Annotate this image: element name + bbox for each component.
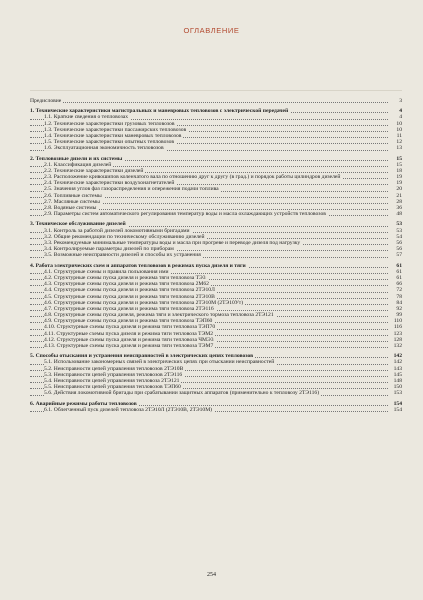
toc-page-number: 48 bbox=[396, 211, 402, 218]
toc-page-number: 66 bbox=[396, 281, 402, 288]
toc-item bbox=[30, 252, 402, 258]
toc-entry-title: 3.5. Возможные неисправности дизелей и способы их устранения bbox=[44, 252, 201, 259]
toc-page-number: 142 bbox=[393, 359, 402, 366]
toc-entry-title: 5. Способы отыскания и устранения неисправностей в электрических цепях тепловозов bbox=[30, 353, 254, 360]
toc-page-number: 21 bbox=[396, 192, 402, 199]
divider bbox=[30, 90, 402, 91]
toc-page-number: 15 bbox=[396, 155, 402, 162]
toc-entry-title: 3.1. Контроль за работой дизелей локомотивными бригадами bbox=[44, 227, 190, 234]
leader-dots bbox=[30, 102, 388, 103]
toc-page-number: 61 bbox=[396, 274, 402, 281]
toc-entry-title: 5.4. Неисправности цепей управления тепловоза 2ТЭ121 bbox=[44, 378, 180, 384]
toc-page-number: 128 bbox=[393, 336, 402, 343]
toc-entry-title: 6. Аварийные режимы работы тепловозов bbox=[30, 400, 137, 407]
toc-page-number: 56 bbox=[396, 246, 402, 253]
toc-entry-title: 2.1. Классификация дизелей bbox=[44, 161, 112, 168]
toc-entry-title: 5.1. Использование закономерных связей в электрических цепях при отыскании неисправностей bbox=[44, 359, 275, 366]
toc-entry-title: 3. Техническое обслуживание дизелей bbox=[30, 221, 126, 228]
toc-page-number: 11 bbox=[396, 132, 402, 139]
toc-item bbox=[30, 211, 402, 217]
toc-entry-title: 4.11. Структурные схемы пуска дизеля и режима тяги тепловоза ТЭМ2 bbox=[44, 330, 214, 337]
toc-entry-title: Предисловие bbox=[30, 98, 62, 104]
toc-entry-title: 4. Работа электрических схем и аппаратов тепловозов в режимах пуска дизеля и тяги bbox=[30, 262, 246, 269]
toc-page-number: 92 bbox=[396, 305, 402, 312]
toc-entry-title: 1.5. Технические характеристики опытных тепловозов bbox=[44, 139, 175, 146]
toc-chapter bbox=[30, 98, 402, 104]
toc-page-number: 13 bbox=[396, 145, 402, 152]
toc-entry-title: 4.9. Структурные схемы пуска дизеля и режима тяги тепловоза ТЭП60 bbox=[44, 318, 213, 325]
table-of-contents bbox=[30, 98, 402, 413]
toc-entry-title: 2.3. Расположение кривошипов коленчатого вала по отношению друг к другу (в град.) и порядок работы цилиндров дизелей bbox=[44, 174, 341, 181]
toc-page-number: 123 bbox=[393, 330, 402, 337]
toc-entry-title: 4.1. Структурные схемы и правила пользования ими bbox=[44, 268, 169, 275]
toc-page-number: 4 bbox=[399, 108, 402, 115]
toc-page-number: 110 bbox=[393, 318, 402, 325]
toc-entry-title: 2.2. Технические характеристики дизелей bbox=[44, 167, 144, 174]
toc-page-number: 56 bbox=[396, 239, 402, 246]
toc-entry-title: 4.12. Структурные схемы пуска дизеля и режима тяги тепловоза ЧМЭ3 bbox=[44, 336, 214, 343]
toc-entry-title: 2.8. Водяные системы bbox=[44, 205, 97, 212]
toc-page-number: 53 bbox=[396, 221, 402, 228]
toc-page-number: 72 bbox=[396, 287, 402, 294]
toc-page-number: 54 bbox=[396, 233, 402, 240]
toc-entry-title: 3.2. Общие рекомендации по техническому обслуживанию дизелей bbox=[44, 233, 205, 240]
toc-page-number: 18 bbox=[396, 167, 402, 174]
toc-entry-title: 3.3. Рекомендуемые минимальные температуры воды и масла при прогреве и переводе дизеля под нагрузку bbox=[44, 239, 301, 246]
toc-page-number: 36 bbox=[396, 205, 402, 212]
toc-entry-title: 1.2. Технические характеристики грузовых тепловозов bbox=[44, 120, 175, 127]
toc-entry-title: 2.7. Масляные системы bbox=[44, 198, 100, 205]
toc-entry-title: 5.6. Действия локомотивной бригады при срабатывании защитных аппаратов (применительно к тепловозу 2ТЭ116) bbox=[44, 390, 320, 397]
toc-entry-title: 4.6. Структурные схемы пуска дизеля и режима тяги тепловоза 2ТЭ10М (2ТЭ10Ут) bbox=[44, 299, 244, 306]
toc-page-number: 10 bbox=[396, 120, 402, 127]
toc-page-number: 78 bbox=[396, 293, 402, 300]
toc-page-number: 53 bbox=[396, 227, 402, 234]
toc-page-number: 116 bbox=[393, 324, 402, 331]
toc-page-number: 153 bbox=[393, 390, 402, 397]
toc-entry-title: 1.6. Эксплуатационная экономичность тепловозов bbox=[44, 145, 164, 152]
toc-entry-title: 1.1. Краткие сведения о тепловозах bbox=[44, 114, 129, 121]
toc-page-number: 10 bbox=[396, 126, 402, 133]
toc-page-number: 19 bbox=[396, 174, 402, 181]
toc-page-number: 61 bbox=[396, 262, 402, 269]
toc-entry-title: 5.3. Неисправности цепей управления тепловозов 2ТЭ116 bbox=[44, 371, 183, 378]
toc-entry-title: 4.4. Структурные схемы пуска дизеля и режима тяги тепловоза 2ТЭ10Л bbox=[44, 287, 215, 294]
toc-page-number: 19 bbox=[396, 180, 402, 187]
toc-entry-title: 2.9. Параметры систем автоматического регулирования температур воды и масла охлаждающих устройств тепловозов bbox=[44, 211, 326, 218]
toc-page-number: 154 bbox=[393, 406, 402, 413]
toc-entry-title: 4.8. Структурные схемы пуска дизеля, режима тяги и электрического тормоза тепловоза 2ТЭ121 bbox=[44, 312, 274, 319]
toc-entry-title: 6.1. Облегченный пуск дизелей тепловоза 2ТЭ10Л (2ТЭ10В, 2ТЭ10М) bbox=[44, 406, 213, 413]
toc-page-number: 20 bbox=[396, 186, 402, 193]
toc-page-number: 4 bbox=[399, 114, 402, 121]
toc-entry-title: 1.3. Технические характеристики пассажирских тепловозов bbox=[44, 126, 187, 133]
toc-page-number: 57 bbox=[396, 252, 402, 259]
toc-page-number: 143 bbox=[393, 365, 402, 372]
toc-entry-title: 2.6. Топливные системы bbox=[44, 192, 102, 199]
toc-item bbox=[30, 390, 402, 396]
toc-page-number: 12 bbox=[396, 139, 402, 146]
page-title: ОГЛАВЛЕНИЕ bbox=[183, 26, 240, 35]
toc-entry-title: 4.5. Структурные схемы пуска дизеля и режима тяги тепловоза 2ТЭ10В bbox=[44, 293, 215, 300]
toc-entry-title: 1. Технические характеристики магистральных и маневровых тепловозов с электрической передачей bbox=[30, 108, 289, 115]
toc-entry-title: 4.10. Структурные схемы пуска дизеля и режима тяги тепловоза ТЭП70 bbox=[44, 324, 216, 331]
toc-entry-title: 4.3. Структурные схемы пуска дизеля и режима тяги тепловоза 2М62 bbox=[44, 281, 209, 288]
toc-page-number: 99 bbox=[396, 312, 402, 319]
toc-page-number: 148 bbox=[393, 377, 402, 384]
toc-entry-title: 5.2. Неисправности цепей управления тепловозов 2ТЭ10В bbox=[44, 365, 184, 372]
toc-page-number: 15 bbox=[396, 161, 402, 168]
toc-page-number: 84 bbox=[396, 299, 402, 306]
toc-entry-title: 5.5. Неисправности цепей управления тепловозов ТЭП60 bbox=[44, 384, 181, 391]
toc-entry-title: 1.4. Технические характеристики маневровых тепловозов bbox=[44, 132, 182, 139]
toc-page-number: 142 bbox=[393, 353, 402, 360]
toc-page-number: 150 bbox=[393, 384, 402, 391]
toc-entry-title: 2.5. Значения углов фаз газораспределения и опережения подачи топлива bbox=[44, 186, 219, 193]
toc-page-number: 132 bbox=[393, 343, 402, 350]
toc-page-number: 28 bbox=[396, 198, 402, 205]
toc-item bbox=[30, 343, 402, 349]
toc-item bbox=[30, 407, 402, 413]
toc-entry-title: 2.4. Технические характеристики воздухонагнетателей bbox=[44, 180, 175, 187]
toc-entry-title: 4.13. Структурные схемы пуска дизеля и режима тяги тепловоза ТЭМ7 bbox=[44, 343, 214, 350]
toc-item bbox=[30, 145, 402, 151]
toc-page-number: 145 bbox=[393, 371, 402, 378]
toc-entry-title: 2. Тепловозные дизели и их системы bbox=[30, 155, 123, 162]
toc-page-number: 154 bbox=[393, 400, 402, 407]
toc-entry-title: 4.2. Структурные схемы пуска дизеля и режима тяги тепловоза ТЭ3 bbox=[44, 274, 206, 281]
toc-page-number: 3 bbox=[399, 97, 402, 104]
toc-entry-title: 3.4. Контролируемые параметры дизелей по приборам bbox=[44, 246, 174, 253]
toc-page-number: 61 bbox=[396, 268, 402, 275]
toc-entry-title: 4.7. Структурные схемы пуска дизеля и режима тяги тепловоза 2ТЭ116 bbox=[44, 305, 214, 312]
page-number: 254 bbox=[207, 572, 216, 578]
